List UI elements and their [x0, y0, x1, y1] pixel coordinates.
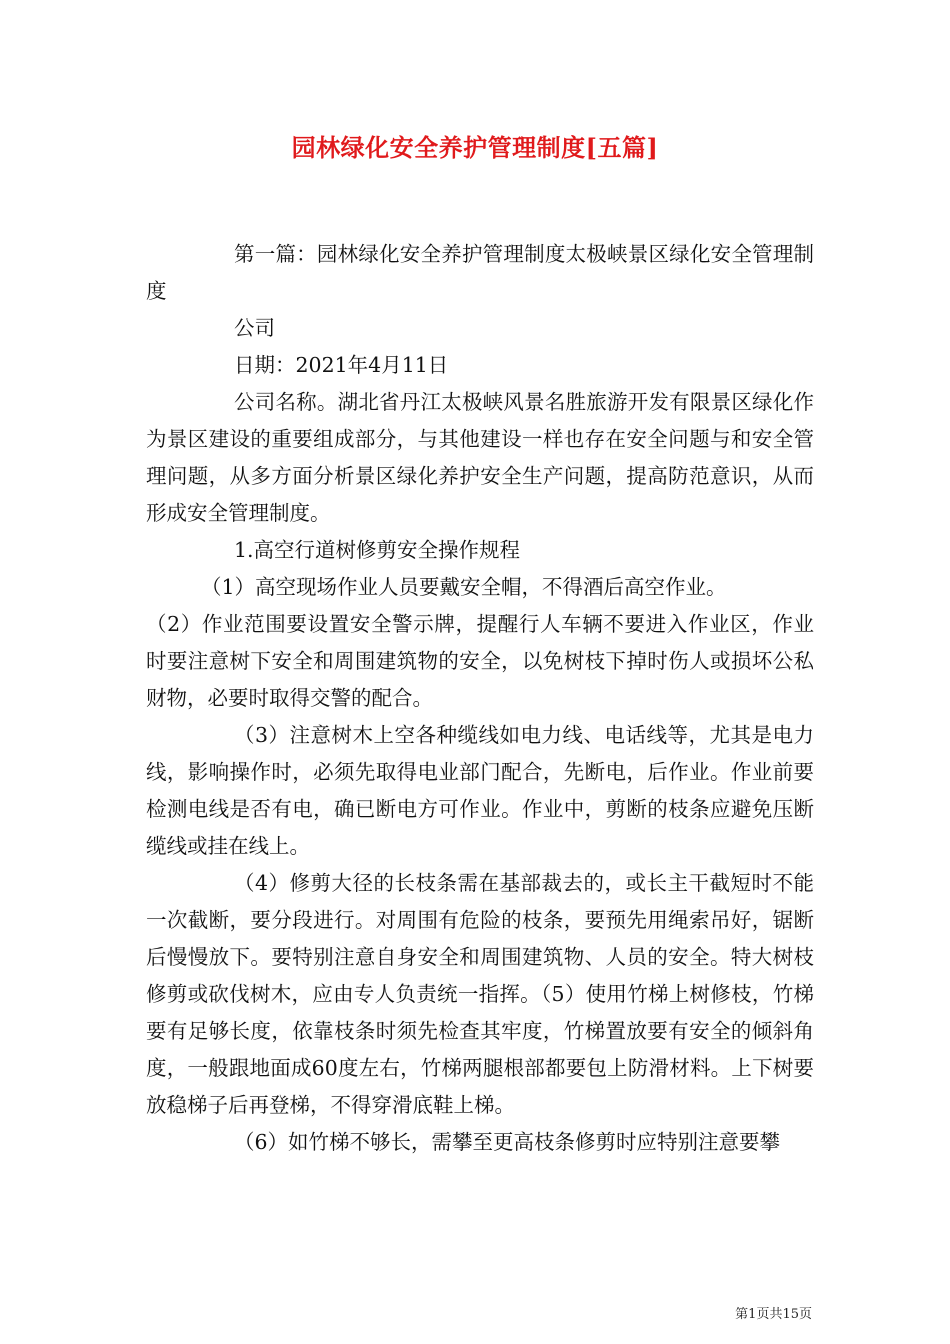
paragraph-item-4-5: （4）修剪大径的长枝条需在基部裁去的，或长主干截短时不能一次截断，要分段进行。对周围有危险的枝条，要预先用绳索吊好，锯断后慢慢放下。要特别注意自身安全和周围建筑物、人员的安全。特大树枝修剪或砍伐树木，应由专人负责统一指挥。（5）使用竹梯上树修枝，竹梯要有足够长度，依靠枝条时须先检查其牢度，竹梯置放要有安全的倾斜角度，一般跟地面成60度左右，竹梯两腿根部都要包上防滑材料。上下树要放稳梯子后再登梯，不得穿滑底鞋上梯。	[146, 871, 814, 1117]
paragraph-company: 公司	[234, 316, 275, 340]
page-number-footer: 第1页共15页	[735, 1307, 812, 1322]
paragraph-item-6: （6）如竹梯不够长，需攀至更高枝条修剪时应特别注意要攀	[234, 1130, 781, 1154]
paragraph-item-2: （2）作业范围要设置安全警示牌，提醒行人车辆不要进入作业区，作业时要注意树下安全和周围建筑物的安全，以免树枝下掉时伤人或损坏公私财物，必要时取得交警的配合。	[146, 612, 814, 710]
paragraph-item-1: （1）高空现场作业人员要戴安全帽，不得酒后高空作业。	[201, 575, 727, 599]
paragraph-date: 日期：2021年4月11日	[234, 353, 449, 377]
document-body	[146, 236, 814, 1161]
paragraph-heading-part-one: 第一篇：园林绿化安全养护管理制度太极峡景区绿化安全管理制度	[146, 242, 814, 303]
document-title: 园林绿化安全养护管理制度[五篇]	[291, 133, 659, 162]
paragraph-intro: 公司名称。湖北省丹江太极峡风景名胜旅游开发有限景区绿化作为景区建设的重要组成部分，与其他建设一样也存在安全问题与和安全管理问题，从多方面分析景区绿化养护安全生产问题，提高防范意识，从而形成安全管理制度。	[146, 390, 814, 525]
paragraph-section-1: 1.高空行道树修剪安全操作规程	[234, 538, 521, 562]
paragraph-item-3: （3）注意树木上空各种缆线如电力线、电话线等，尤其是电力线，影响操作时，必须先取得电业部门配合，先断电，后作业。作业前要检测电线是否有电，确已断电方可作业。作业中，剪断的枝条应避免压断缆线或挂在线上。	[146, 723, 814, 858]
